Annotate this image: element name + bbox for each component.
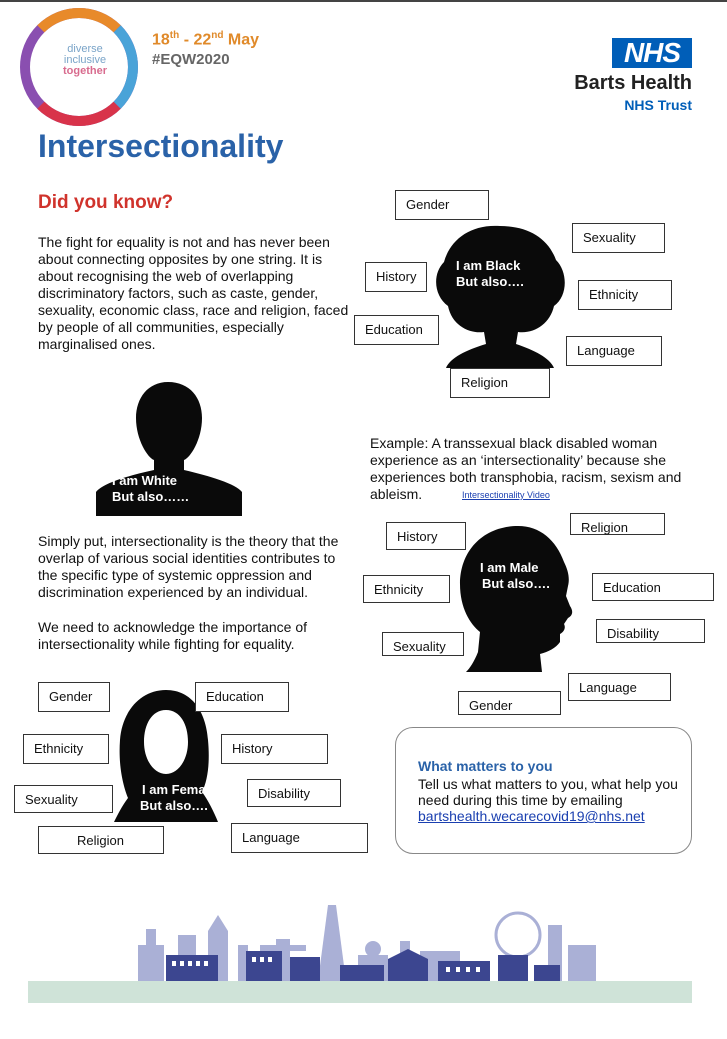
logo-word-inclusive: inclusive [63, 54, 107, 66]
did-you-know-text: The fight for equality is not and has never been about connecting opposites by one string. It is about recognising the web of overlapping discriminatory factors, such as caste, gender, sexuality, economic class, race and religion, faced by people of all communities, especially marginalised ones. [38, 234, 349, 352]
male-tag-disability: Disability [596, 619, 705, 643]
male-tag-sexuality: Sexuality [382, 632, 464, 656]
female-tag-religion: Religion [38, 826, 164, 854]
female-tag-ethnicity: Ethnicity [23, 734, 109, 764]
top-rule [0, 0, 727, 2]
male-label-1: I am Male [480, 560, 539, 575]
male-tag-education: Education [592, 573, 714, 601]
male-tag-religion: Religion [570, 513, 665, 535]
acknowledge-text: We need to acknowledge the importance of intersectionality while fighting for equality. [38, 619, 308, 652]
what-matters-title: What matters to you [418, 758, 553, 774]
female-label-1: I am Female [142, 782, 217, 797]
what-matters-body: Tell us what matters to you, what help you need during this time by emailing [418, 776, 678, 808]
female-tag-gender: Gender [38, 682, 110, 712]
nhs-logo: NHS [612, 38, 692, 68]
simply-put-text: Simply put, intersectionality is the theory that the overlap of various social identities contributes to the specific type of systemic oppression and discrimination experienced by an individual. [38, 533, 339, 600]
female-tag-education: Education [195, 682, 289, 712]
black-tag-gender: Gender [395, 190, 489, 220]
female-tag-disability: Disability [247, 779, 341, 807]
black-tag-ethnicity: Ethnicity [578, 280, 672, 310]
logo-word-together: together [63, 65, 107, 77]
did-you-know-heading: Did you know? [38, 192, 174, 213]
black-woman-silhouette [430, 222, 570, 370]
black-tag-religion: Religion [450, 368, 550, 398]
black-label-1: I am Black [456, 258, 521, 273]
eqw-logo-text [50, 44, 120, 77]
white-label-1: I am White [112, 473, 178, 488]
black-tag-education: Education [354, 315, 439, 345]
page-title: Intersectionality [38, 128, 284, 164]
white-label-2: But also…… [112, 489, 190, 504]
org-subname: NHS Trust [624, 97, 692, 113]
contact-email-link[interactable]: bartshealth.wecarecovid19@nhs.net [418, 808, 645, 824]
black-tag-history: History [365, 262, 427, 292]
black-tag-sexuality: Sexuality [572, 223, 665, 253]
logo-word-diverse: diverse [67, 43, 103, 55]
female-tag-language: Language [231, 823, 368, 853]
black-label-2: But also…. [456, 274, 524, 289]
org-name: Barts Health [574, 72, 692, 94]
male-tag-gender: Gender [458, 691, 561, 715]
example-text: Example: A transsexual black disabled woman experience as an ‘intersectionality’ because she experiences both transphobia, racism, sexism and ableism. [370, 435, 682, 502]
female-tag-sexuality: Sexuality [14, 785, 113, 813]
event-dates: 18th - 22nd May [152, 30, 260, 49]
intersectionality-video-link[interactable]: Intersectionality Video [462, 490, 550, 500]
male-profile-silhouette [456, 522, 584, 672]
hashtag: #EQW2020 [152, 51, 230, 68]
male-tag-history: History [386, 522, 466, 550]
black-tag-language: Language [566, 336, 662, 366]
male-label-2: But also…. [482, 576, 550, 591]
male-tag-ethnicity: Ethnicity [363, 575, 450, 603]
male-tag-language: Language [568, 673, 671, 701]
london-skyline-illustration [28, 895, 692, 1005]
female-tag-history: History [221, 734, 328, 764]
female-label-2: But also…. [140, 798, 208, 813]
